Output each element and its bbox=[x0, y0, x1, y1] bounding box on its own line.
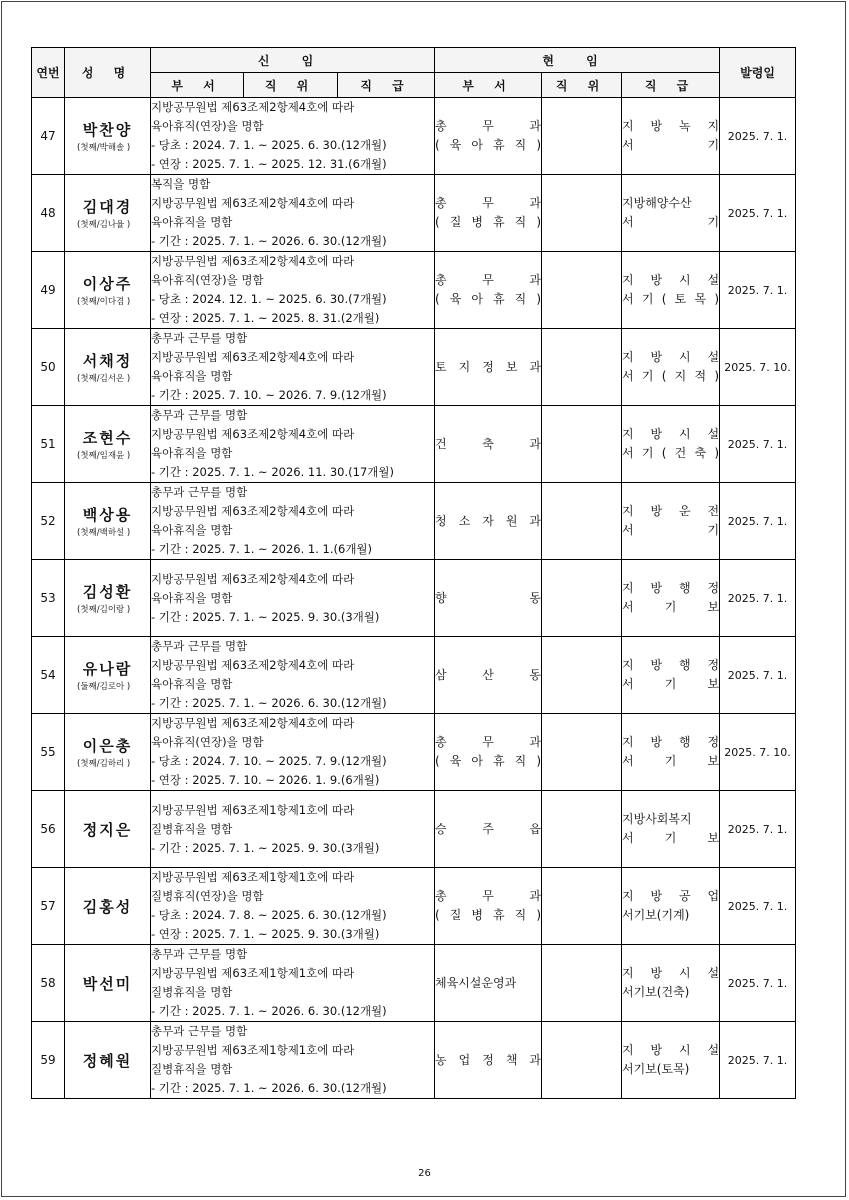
grade-line: 서기보(기계) bbox=[622, 908, 690, 922]
name-cell bbox=[65, 1022, 151, 1099]
order-line: - 기간 : 2025. 7. 1. ~ 2025. 9. 30.(3개월) bbox=[151, 609, 380, 624]
order-line: 지방공무원법 제63조제2항제4호에 따라 bbox=[151, 504, 355, 518]
order-line: - 당초 : 2024. 7. 8. ~ 2025. 6. 30.(12개월) bbox=[151, 908, 387, 922]
order-line: 질병휴직을 명함 bbox=[151, 1062, 233, 1076]
grade-line: 지 방 시 설 bbox=[622, 1043, 720, 1057]
grade-line: 서 기 보 bbox=[622, 754, 720, 768]
table-body bbox=[32, 98, 796, 1099]
current-dept bbox=[435, 791, 542, 868]
current-grade bbox=[622, 1022, 720, 1099]
current-dept bbox=[435, 329, 542, 406]
grade-line: 서 기 보 bbox=[622, 677, 720, 691]
person-name: 김홍성 bbox=[82, 897, 133, 916]
order-line: 육아휴직을 명함 bbox=[151, 590, 233, 605]
name-cell bbox=[65, 637, 151, 714]
row-number: 49 bbox=[32, 252, 65, 329]
row-number: 52 bbox=[32, 483, 65, 560]
dept-line: 총 무 과 bbox=[435, 119, 542, 133]
order-line: - 기간 : 2025. 7. 1. ~ 2026. 6. 30.(12개월) bbox=[151, 1004, 387, 1018]
name-cell bbox=[65, 98, 151, 175]
current-dept bbox=[435, 945, 542, 1022]
order-line: 총무과 근무를 명함 bbox=[151, 947, 248, 961]
person-name: 김대경 bbox=[82, 197, 133, 216]
order-details bbox=[151, 483, 435, 560]
issue-date: 2025. 7. 1. bbox=[720, 868, 796, 945]
grade-line: 지 방 녹 지 bbox=[622, 119, 720, 133]
current-position bbox=[542, 329, 622, 406]
current-grade bbox=[622, 483, 720, 560]
dept-line: 건 축 과 bbox=[435, 436, 542, 451]
current-dept bbox=[435, 560, 542, 637]
order-details bbox=[151, 175, 435, 252]
grade-line: 서기보(토목) bbox=[622, 1062, 690, 1076]
page-number: 26 bbox=[418, 1168, 431, 1179]
order-details bbox=[151, 329, 435, 406]
child-note: (첫째/김이랑 ) bbox=[77, 604, 131, 615]
issue-date: 2025. 7. 1. bbox=[720, 560, 796, 637]
person-name: 백상용 bbox=[82, 505, 133, 524]
child-note: (첫째/이다겸 ) bbox=[77, 296, 131, 307]
person-name: 이은총 bbox=[82, 736, 133, 755]
order-line: - 연장 : 2025. 7. 1. ~ 2025. 8. 31.(2개월) bbox=[151, 311, 380, 325]
current-dept bbox=[435, 714, 542, 791]
order-line: - 연장 : 2025. 7. 1. ~ 2025. 12. 31.(6개월) bbox=[151, 157, 387, 171]
child-note: (첫째/박해솔 ) bbox=[77, 142, 131, 153]
current-dept bbox=[435, 637, 542, 714]
current-grade bbox=[622, 252, 720, 329]
name-cell bbox=[65, 714, 151, 791]
current-grade bbox=[622, 329, 720, 406]
order-line: 지방공무원법 제63조제1항제1호에 따라 bbox=[151, 1043, 355, 1057]
row-number: 59 bbox=[32, 1022, 65, 1099]
table-row bbox=[32, 406, 796, 483]
order-details bbox=[151, 637, 435, 714]
table-row bbox=[32, 637, 796, 714]
issue-date: 2025. 7. 1. bbox=[720, 791, 796, 868]
order-line: 복직을 명함 bbox=[151, 177, 211, 191]
order-line: 육아휴직을 명함 bbox=[151, 523, 233, 537]
order-line: 지방공무원법 제63조제2항제4호에 따라 bbox=[151, 427, 355, 441]
current-dept bbox=[435, 252, 542, 329]
current-grade bbox=[622, 791, 720, 868]
order-line: 지방공무원법 제63조제2항제4호에 따라 bbox=[151, 658, 355, 672]
name-cell bbox=[65, 406, 151, 483]
current-grade bbox=[622, 868, 720, 945]
order-line: - 연장 : 2025. 7. 10. ~ 2026. 1. 9.(6개월) bbox=[151, 773, 380, 787]
current-dept bbox=[435, 175, 542, 252]
order-details bbox=[151, 252, 435, 329]
order-line: 육아휴직(연장)을 명함 bbox=[151, 119, 264, 133]
row-number: 48 bbox=[32, 175, 65, 252]
order-details bbox=[151, 1022, 435, 1099]
row-number: 54 bbox=[32, 637, 65, 714]
dept-line: 농 업 정 책 과 bbox=[435, 1052, 542, 1067]
person-name: 이상주 bbox=[82, 274, 133, 293]
order-line: 총무과 근무를 명함 bbox=[151, 639, 248, 653]
header-cur-position: 직 위 bbox=[542, 73, 622, 98]
header-cur-grade: 직 급 bbox=[622, 73, 720, 98]
order-line: 총무과 근무를 명함 bbox=[151, 485, 248, 499]
order-line: 지방공무원법 제63조제2항제4호에 따라 bbox=[151, 350, 355, 364]
name-cell bbox=[65, 868, 151, 945]
grade-line: 지 방 운 전 bbox=[622, 504, 720, 518]
dept-line: ( 육 아 휴 직 ) bbox=[435, 292, 542, 306]
order-line: 총무과 근무를 명함 bbox=[151, 1024, 248, 1038]
grade-line: 지방해양수산 bbox=[622, 196, 692, 210]
grade-line: 지 방 시 설 bbox=[622, 427, 720, 441]
table-row bbox=[32, 560, 796, 637]
grade-line: 지 방 공 업 bbox=[622, 889, 720, 903]
dept-line: 승 주 읍 bbox=[435, 821, 542, 836]
current-grade bbox=[622, 98, 720, 175]
dept-line: 청 소 자 원 과 bbox=[435, 513, 542, 528]
order-line: 육아휴직을 명함 bbox=[151, 215, 233, 229]
grade-line: 서 기 ( 건 축 ) bbox=[622, 446, 720, 460]
grade-line: 지 방 행 정 bbox=[622, 658, 720, 672]
grade-line: 서기보(건축) bbox=[622, 985, 690, 999]
name-cell bbox=[65, 791, 151, 868]
table-row bbox=[32, 252, 796, 329]
grade-line: 서 기 ( 토 목 ) bbox=[622, 292, 720, 306]
order-line: 지방공무원법 제63조제2항제4호에 따라 bbox=[151, 716, 355, 730]
dept-line: ( 질 병 휴 직 ) bbox=[435, 215, 542, 229]
person-name: 서채정 bbox=[82, 351, 133, 370]
person-name: 정지은 bbox=[82, 820, 133, 839]
table-row bbox=[32, 791, 796, 868]
grade-line: 서 기 bbox=[622, 523, 720, 537]
order-line: - 기간 : 2025. 7. 1. ~ 2026. 6. 30.(12개월) bbox=[151, 696, 387, 710]
child-note: (첫째/백하설 ) bbox=[77, 527, 131, 538]
person-name: 박찬양 bbox=[82, 120, 133, 139]
current-position bbox=[542, 637, 622, 714]
order-details bbox=[151, 714, 435, 791]
row-number: 50 bbox=[32, 329, 65, 406]
name-cell bbox=[65, 483, 151, 560]
person-name: 정혜원 bbox=[82, 1051, 133, 1070]
table-row bbox=[32, 714, 796, 791]
dept-line: 토 지 정 보 과 bbox=[435, 359, 542, 374]
order-details bbox=[151, 98, 435, 175]
order-line: 질병휴직을 명함 bbox=[151, 821, 233, 836]
header-new-post: 신 임 bbox=[151, 48, 435, 73]
order-line: 질병휴직을 명함 bbox=[151, 985, 233, 999]
current-grade bbox=[622, 175, 720, 252]
current-dept bbox=[435, 406, 542, 483]
current-position bbox=[542, 98, 622, 175]
row-number: 58 bbox=[32, 945, 65, 1022]
order-line: 육아휴직을 명함 bbox=[151, 446, 233, 460]
grade-line: 지방사회복지 bbox=[622, 812, 692, 826]
current-position bbox=[542, 483, 622, 560]
dept-line: 향 동 bbox=[435, 590, 542, 605]
grade-line: 지 방 시 설 bbox=[622, 350, 720, 364]
current-dept bbox=[435, 483, 542, 560]
current-dept bbox=[435, 98, 542, 175]
table-row bbox=[32, 329, 796, 406]
issue-date: 2025. 7. 10. bbox=[720, 714, 796, 791]
grade-line: 서 기 보 bbox=[622, 600, 720, 614]
order-line: 육아휴직(연장)을 명함 bbox=[151, 735, 264, 749]
table-row bbox=[32, 945, 796, 1022]
grade-line: 지 방 시 설 bbox=[622, 273, 720, 287]
order-line: 육아휴직(연장)을 명함 bbox=[151, 273, 264, 287]
name-cell bbox=[65, 252, 151, 329]
current-dept bbox=[435, 1022, 542, 1099]
order-line: 지방공무원법 제63조제1항제1호에 따라 bbox=[151, 966, 355, 980]
current-dept bbox=[435, 868, 542, 945]
order-line: 지방공무원법 제63조제2항제4호에 따라 bbox=[151, 571, 355, 586]
header-new-grade: 직 급 bbox=[338, 73, 435, 98]
child-note: (둘째/김로아 ) bbox=[77, 681, 131, 692]
current-position bbox=[542, 945, 622, 1022]
order-line: 총무과 근무를 명함 bbox=[151, 408, 248, 422]
row-number: 53 bbox=[32, 560, 65, 637]
grade-line: 지 방 행 정 bbox=[622, 735, 720, 749]
grade-line: 지 방 행 정 bbox=[622, 581, 720, 595]
name-cell bbox=[65, 175, 151, 252]
dept-line: 총 무 과 bbox=[435, 196, 542, 210]
order-line: - 기간 : 2025. 7. 10. ~ 2026. 7. 9.(12개월) bbox=[151, 388, 387, 402]
order-line: - 기간 : 2025. 7. 1. ~ 2026. 6. 30.(12개월) bbox=[151, 234, 387, 248]
order-line: 지방공무원법 제63조제2항제4호에 따라 bbox=[151, 196, 355, 210]
order-details bbox=[151, 791, 435, 868]
header-new-dept: 부 서 bbox=[151, 73, 244, 98]
dept-line: 총 무 과 bbox=[435, 273, 542, 287]
dept-line: 총 무 과 bbox=[435, 889, 542, 903]
order-line: 지방공무원법 제63조제2항제4호에 따라 bbox=[151, 100, 355, 114]
table-row bbox=[32, 868, 796, 945]
order-line: 지방공무원법 제63조제1항제1호에 따라 bbox=[151, 802, 355, 817]
current-grade bbox=[622, 560, 720, 637]
current-position bbox=[542, 252, 622, 329]
header-cur-dept: 부 서 bbox=[435, 73, 542, 98]
name-cell bbox=[65, 560, 151, 637]
issue-date: 2025. 7. 1. bbox=[720, 945, 796, 1022]
table-row bbox=[32, 1022, 796, 1099]
child-note: (첫째/김서온 ) bbox=[77, 373, 131, 384]
current-position bbox=[542, 714, 622, 791]
header-current-post: 현 임 bbox=[435, 48, 720, 73]
person-name: 김성환 bbox=[82, 582, 133, 601]
order-details bbox=[151, 406, 435, 483]
person-name: 유나람 bbox=[82, 659, 133, 678]
order-line: - 기간 : 2025. 7. 1. ~ 2026. 1. 1.(6개월) bbox=[151, 542, 373, 556]
current-position bbox=[542, 1022, 622, 1099]
grade-line: 서 기 보 bbox=[622, 831, 720, 845]
issue-date: 2025. 7. 1. bbox=[720, 483, 796, 560]
order-line: 총무과 근무를 명함 bbox=[151, 331, 248, 345]
issue-date: 2025. 7. 1. bbox=[720, 175, 796, 252]
dept-line: 총 무 과 bbox=[435, 735, 542, 749]
order-line: - 당초 : 2024. 7. 1. ~ 2025. 6. 30.(12개월) bbox=[151, 138, 387, 152]
dept-line: ( 육 아 휴 직 ) bbox=[435, 754, 542, 768]
order-details bbox=[151, 560, 435, 637]
order-line: 지방공무원법 제63조제1항제1호에 따라 bbox=[151, 870, 355, 884]
table-row bbox=[32, 483, 796, 560]
header-seq: 연번 bbox=[32, 48, 65, 98]
row-number: 57 bbox=[32, 868, 65, 945]
issue-date: 2025. 7. 1. bbox=[720, 406, 796, 483]
order-line: - 당초 : 2024. 12. 1. ~ 2025. 6. 30.(7개월) bbox=[151, 292, 387, 306]
order-line: 질병휴직(연장)을 명함 bbox=[151, 889, 264, 903]
order-line: - 기간 : 2025. 7. 1. ~ 2026. 6. 30.(12개월) bbox=[151, 1081, 387, 1095]
header-new-position: 직 위 bbox=[244, 73, 338, 98]
row-number: 56 bbox=[32, 791, 65, 868]
issue-date: 2025. 7. 1. bbox=[720, 98, 796, 175]
order-line: - 연장 : 2025. 7. 1. ~ 2025. 9. 30.(3개월) bbox=[151, 927, 380, 941]
order-line: 지방공무원법 제63조제2항제4호에 따라 bbox=[151, 254, 355, 268]
current-position bbox=[542, 560, 622, 637]
current-grade bbox=[622, 714, 720, 791]
current-grade bbox=[622, 945, 720, 1022]
row-number: 47 bbox=[32, 98, 65, 175]
current-position bbox=[542, 868, 622, 945]
person-name: 박선미 bbox=[82, 974, 133, 993]
order-details bbox=[151, 945, 435, 1022]
order-line: 육아휴직을 명함 bbox=[151, 677, 233, 691]
header-issue-date: 발령일 bbox=[720, 48, 796, 98]
current-position bbox=[542, 175, 622, 252]
order-line: - 기간 : 2025. 7. 1. ~ 2026. 11. 30.(17개월) bbox=[151, 465, 394, 479]
person-name: 조현수 bbox=[82, 428, 133, 447]
current-grade bbox=[622, 406, 720, 483]
table-row bbox=[32, 175, 796, 252]
table-row bbox=[32, 98, 796, 175]
child-note: (첫째/김하리 ) bbox=[77, 758, 131, 769]
child-note: (첫째/임재윤 ) bbox=[77, 450, 131, 461]
dept-line: ( 육 아 휴 직 ) bbox=[435, 138, 542, 152]
issue-date: 2025. 7. 1. bbox=[720, 1022, 796, 1099]
order-line: 육아휴직을 명함 bbox=[151, 369, 233, 383]
grade-line: 서 기 bbox=[622, 215, 720, 229]
issue-date: 2025. 7. 1. bbox=[720, 637, 796, 714]
issue-date: 2025. 7. 10. bbox=[720, 329, 796, 406]
current-position bbox=[542, 791, 622, 868]
order-details bbox=[151, 868, 435, 945]
current-grade bbox=[622, 637, 720, 714]
dept-line: ( 질 병 휴 직 ) bbox=[435, 908, 542, 922]
grade-line: 서 기 ( 지 적 ) bbox=[622, 369, 720, 383]
name-cell bbox=[65, 945, 151, 1022]
issue-date: 2025. 7. 1. bbox=[720, 252, 796, 329]
child-note: (첫째/김나율 ) bbox=[77, 219, 131, 230]
order-line: - 당초 : 2024. 7. 10. ~ 2025. 7. 9.(12개월) bbox=[151, 754, 387, 768]
header-name: 성 명 bbox=[65, 48, 151, 98]
grade-line: 지 방 시 설 bbox=[622, 966, 720, 980]
row-number: 51 bbox=[32, 406, 65, 483]
current-position bbox=[542, 406, 622, 483]
order-line: - 기간 : 2025. 7. 1. ~ 2025. 9. 30.(3개월) bbox=[151, 840, 380, 855]
row-number: 55 bbox=[32, 714, 65, 791]
dept-line: 삼 산 동 bbox=[435, 667, 542, 682]
dept-line: 체육시설운영과 bbox=[435, 975, 517, 990]
grade-line: 서 기 bbox=[622, 138, 720, 152]
personnel-table bbox=[31, 47, 796, 1099]
name-cell bbox=[65, 329, 151, 406]
